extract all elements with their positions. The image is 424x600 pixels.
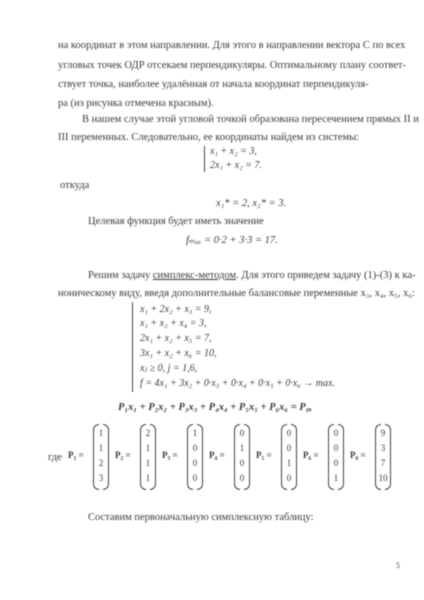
system2-eq-5: xⱼ ≥ 0, j = 1,6, [140, 363, 198, 374]
system1-eq-2: 2x₁ + x₂ = 7. [210, 160, 262, 171]
vector-entry: 0 [286, 428, 292, 438]
system2-eq-2: x₁ + x₂ + x₄ = 3, [140, 318, 207, 329]
vector-entry: 0 [192, 458, 198, 468]
vector-label: P₂ = [115, 450, 131, 460]
vector-entry: 1 [98, 443, 104, 453]
system2-eq-1: x₁ + 2x₂ + x₃ = 9, [140, 304, 212, 315]
vector-entry: 9 [380, 428, 386, 438]
system2-brace [132, 302, 133, 392]
system2-eq-3: 2x₁ + x₂ + x₅ = 7, [140, 333, 212, 344]
para1-line-2: угловых точек ОДР отсекаем перпендикуляры. Оптимальному плану соответ- [58, 60, 406, 71]
system1-eq-1: x₁ + x₂ = 3, [210, 146, 257, 157]
system2-eq-6: f = 4x₁ + 3x₂ + 0·x₃ + 0·x₄ + 0·x₅ + 0·x₆ → max. [140, 378, 335, 389]
vector-entry: 1 [145, 473, 151, 483]
vector-entry: 0 [239, 473, 245, 483]
vector-entry: 1 [192, 428, 198, 438]
vector-label: P₃ = [162, 450, 178, 460]
solution-eq: x₁* = 2, x₂* = 3. [216, 198, 287, 209]
vector-label: P₁ = [68, 450, 84, 460]
system2-eq-4: 3x₁ + x₂ + x₆ = 10, [140, 348, 217, 359]
column-vector [328, 424, 344, 488]
para2-line-2: III переменных. Следовательно, ее координаты найдем из системы: [58, 132, 360, 143]
vector-entry: 0 [333, 428, 339, 438]
vector-entry: 0 [333, 458, 339, 468]
underlined-keyword: симплекс-методом [152, 270, 237, 281]
vector-entry: 0 [239, 458, 245, 468]
vectors-row [68, 424, 408, 494]
column-vector [140, 424, 156, 488]
vectors-prefix: где [48, 452, 62, 463]
vector-entry: 10 [378, 473, 388, 483]
column-vector [187, 424, 203, 488]
vector-entry: 0 [286, 473, 292, 483]
fmax-eq: fₘₐₓ = 0·2 + 3·3 = 17. [186, 235, 278, 246]
column-vector [375, 424, 391, 488]
vector-entry: 1 [145, 458, 151, 468]
vector-entry: 1 [145, 443, 151, 453]
para3-line-2: ноническому виду, введя дополнительные балансовые переменные x₃, x₄, x₅, x₆: [58, 288, 415, 299]
vector-entry: 0 [192, 443, 198, 453]
vector-entry: 1 [239, 443, 245, 453]
column-vector [281, 424, 297, 488]
page-number: 5 [396, 561, 400, 570]
column-vector [234, 424, 250, 488]
para2-line-1: В нашем случае этой угловой точкой образована пересечением прямых II и [82, 114, 419, 125]
vector-entry: 0 [333, 443, 339, 453]
vector-entry: 1 [286, 458, 292, 468]
vector-entry: 3 [98, 473, 104, 483]
vector-label: P₀ = [350, 450, 366, 460]
vector-entry: 0 [239, 428, 245, 438]
vector-entry: 3 [380, 443, 386, 453]
vector-label: P₅ = [256, 450, 272, 460]
para3-line-1-text: Решим задачу симплекс-методом. Для этого приведем задачу (1)-(3) к ка- [88, 270, 416, 281]
vector-entry: 2 [145, 428, 151, 438]
para3-line-1 [88, 270, 415, 282]
para1-line-4: ра (из рисунка отмечена красным). [58, 98, 214, 109]
para1-line-1: на координат в этом направлении. Для этого в направлении вектора С по всех [58, 40, 406, 51]
vector-entry: 0 [192, 473, 198, 483]
vector-label: P₄ = [209, 450, 225, 460]
target-line: Целевая функция будет иметь значение [88, 216, 264, 227]
vector-entry: 7 [380, 458, 386, 468]
vector-entry: 1 [98, 428, 104, 438]
otkuda-text: откуда [60, 180, 90, 191]
vector-equation: P₁x₁ + P₂x₂ + P₃x₃ + P₄x₄ + P₅x₅ + P₆x₆ = P₀, [118, 402, 313, 413]
para1-line-3: ствует точка, наиболее удалённая от начала координат перпендикуля- [58, 79, 369, 90]
vector-entry: 2 [98, 458, 104, 468]
final-line: Составим первоначальную симплексную таблицу: [88, 512, 314, 523]
vector-label: P₆ = [303, 450, 319, 460]
column-vector [93, 424, 109, 488]
system1-brace [204, 146, 205, 172]
vector-entry: 1 [333, 473, 339, 483]
vector-entry: 0 [286, 443, 292, 453]
